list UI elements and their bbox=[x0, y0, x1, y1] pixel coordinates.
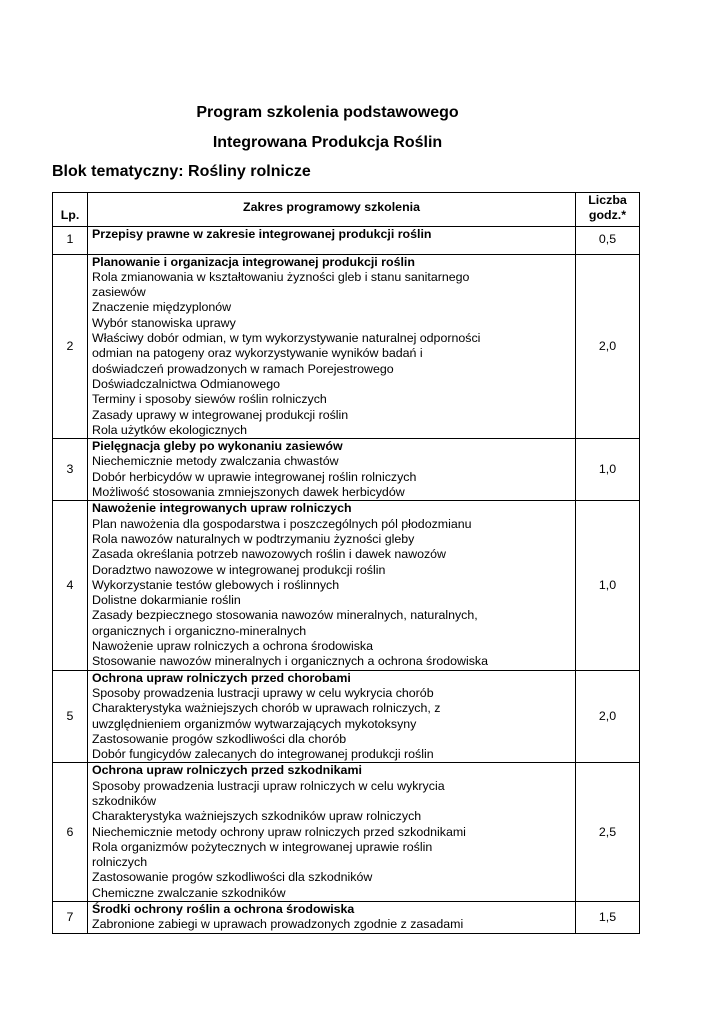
topic-line: Rola zmianowania w kształtowaniu żyzności gleb i stanu sanitarnego bbox=[92, 269, 470, 284]
topic-line: Doradztwo nawozowe w integrowanej produkcji roślin bbox=[92, 562, 386, 577]
table-row bbox=[53, 501, 640, 670]
topic-heading: Środki ochrony roślin a ochrona środowiska bbox=[92, 902, 355, 917]
topic-line: Zastosowanie progów szkodliwości dla szkodników bbox=[92, 870, 373, 885]
topic-line: Nawożenie upraw rolniczych a ochrona środowiska bbox=[92, 639, 373, 654]
topic-line: Zasady uprawy w integrowanej produkcji roślin bbox=[92, 407, 349, 422]
topic-cell bbox=[88, 763, 576, 902]
topic-heading: Nawożenie integrowanych upraw rolniczych bbox=[92, 501, 352, 516]
topic-line: Wybór stanowiska uprawy bbox=[92, 315, 236, 330]
topic-line: Dobór herbicydów w uprawie integrowanej roślin rolniczych bbox=[92, 469, 417, 484]
topic-line: Wykorzystanie testów glebowych i roślinnych bbox=[92, 577, 340, 592]
document-subtitle: Integrowana Produkcja Roślin bbox=[212, 134, 443, 151]
topic-line: Dobór fungicydów zalecanych do integrowanej produkcji roślin bbox=[92, 747, 434, 762]
topic-line: Plan nawożenia dla gospodarstwa i poszczególnych pól płodozmianu bbox=[92, 516, 472, 531]
row-number: 4 bbox=[53, 501, 88, 670]
topic-line: Zastosowanie progów szkodliwości dla chorób bbox=[92, 731, 347, 746]
topic-line: Stosowanie nawozów mineralnych i organicznych a ochrona środowiska bbox=[92, 654, 489, 669]
hours-cell: 2,0 bbox=[576, 670, 640, 763]
topic-heading: Ochrona upraw rolniczych przed szkodnikami bbox=[92, 763, 362, 778]
column-header-lp: Lp. bbox=[53, 193, 88, 227]
topic-line: Znaczenie międzyplonów bbox=[92, 300, 232, 315]
table-row bbox=[53, 439, 640, 501]
topic-line: Dolistne dokarmianie roślin bbox=[92, 593, 241, 608]
topic-line: Doświadczalnictwa Odmianowego bbox=[92, 376, 281, 391]
topic-cell bbox=[88, 254, 576, 439]
row-number: 2 bbox=[53, 254, 88, 439]
topic-line: Rola organizmów pożytecznych w integrowanej uprawie roślin bbox=[92, 839, 433, 854]
topic-line: Możliwość stosowania zmniejszonych dawek herbicydów bbox=[92, 485, 405, 500]
row-number: 3 bbox=[53, 439, 88, 501]
topic-line: szkodników bbox=[92, 793, 157, 808]
block-title: Blok tematyczny: Rośliny rolnicze bbox=[52, 163, 311, 180]
topic-cell bbox=[88, 670, 576, 763]
topic-line: odmian na patogeny oraz wykorzystywanie wyników badań i bbox=[92, 346, 423, 361]
topic-line: Rola użytków ekologicznych bbox=[92, 422, 247, 437]
document-title: Program szkolenia podstawowego bbox=[196, 104, 459, 121]
topic-heading: Przepisy prawne w zakresie integrowanej produkcji roślin bbox=[92, 226, 432, 241]
topic-cell bbox=[88, 501, 576, 670]
column-header-hours: Liczba godz.* bbox=[576, 193, 640, 227]
hours-cell: 2,5 bbox=[576, 763, 640, 902]
table-row bbox=[53, 226, 640, 254]
table-row bbox=[53, 670, 640, 763]
row-number: 6 bbox=[53, 763, 88, 902]
topic-line: Charakterystyka ważniejszych chorób w uprawach rolniczych, z bbox=[92, 701, 441, 716]
table-body bbox=[53, 226, 640, 933]
row-number: 7 bbox=[53, 902, 88, 934]
topic-line: Zasada określania potrzeb nawozowych roślin i dawek nawozów bbox=[92, 547, 447, 562]
topic-line: uwzględnieniem organizmów wytwarzających mykotoksyny bbox=[92, 716, 417, 731]
topic-cell bbox=[88, 902, 576, 934]
hours-cell: 1,5 bbox=[576, 902, 640, 934]
topic-line: Sposoby prowadzenia lustracji uprawy w celu wykrycia chorób bbox=[92, 685, 434, 700]
topic-line: Terminy i sposoby siewów roślin rolniczych bbox=[92, 392, 327, 407]
table-row bbox=[53, 763, 640, 902]
column-header-topic: Zakres programowy szkolenia bbox=[88, 193, 576, 227]
topic-line: rolniczych bbox=[92, 855, 148, 870]
topic-heading: Planowanie i organizacja integrowanej produkcji roślin bbox=[92, 254, 415, 269]
topic-line: Zasady bezpiecznego stosowania nawozów mineralnych, naturalnych, bbox=[92, 608, 478, 623]
hours-cell: 1,0 bbox=[576, 439, 640, 501]
hours-cell: 0,5 bbox=[576, 226, 640, 254]
topic-line: Niechemicznie metody ochrony upraw rolniczych przed szkodnikami bbox=[92, 824, 466, 839]
topic-cell bbox=[88, 439, 576, 501]
topic-heading: Pielęgnacja gleby po wykonaniu zasiewów bbox=[92, 439, 343, 454]
topic-line: Niechemicznie metody zwalczania chwastów bbox=[92, 454, 339, 469]
topic-line: zasiewów bbox=[92, 285, 146, 300]
row-number: 5 bbox=[53, 670, 88, 763]
program-table bbox=[52, 192, 640, 934]
table-row bbox=[53, 254, 640, 439]
topic-line: Chemiczne zwalczanie szkodników bbox=[92, 885, 286, 900]
topic-line: Zabronione zabiegi w uprawach prowadzonych zgodnie z zasadami bbox=[92, 917, 464, 932]
hours-cell: 1,0 bbox=[576, 501, 640, 670]
topic-line: doświadczeń prowadzonych w ramach Porejestrowego bbox=[92, 361, 394, 376]
topic-line: Właściwy dobór odmian, w tym wykorzystywanie naturalnej odporności bbox=[92, 331, 481, 346]
topic-cell bbox=[88, 226, 576, 254]
table-row bbox=[53, 902, 640, 934]
topic-line: Charakterystyka ważniejszych szkodników upraw rolniczych bbox=[92, 809, 422, 824]
topic-line: Rola nawozów naturalnych w podtrzymaniu żyzności gleby bbox=[92, 531, 415, 546]
topic-heading: Ochrona upraw rolniczych przed chorobami bbox=[92, 670, 351, 685]
row-number: 1 bbox=[53, 226, 88, 254]
topic-line: organicznych i organiczno-mineralnych bbox=[92, 623, 307, 638]
table-header-row bbox=[53, 193, 640, 227]
hours-cell: 2,0 bbox=[576, 254, 640, 439]
topic-line: Sposoby prowadzenia lustracji upraw rolniczych w celu wykrycia bbox=[92, 778, 445, 793]
